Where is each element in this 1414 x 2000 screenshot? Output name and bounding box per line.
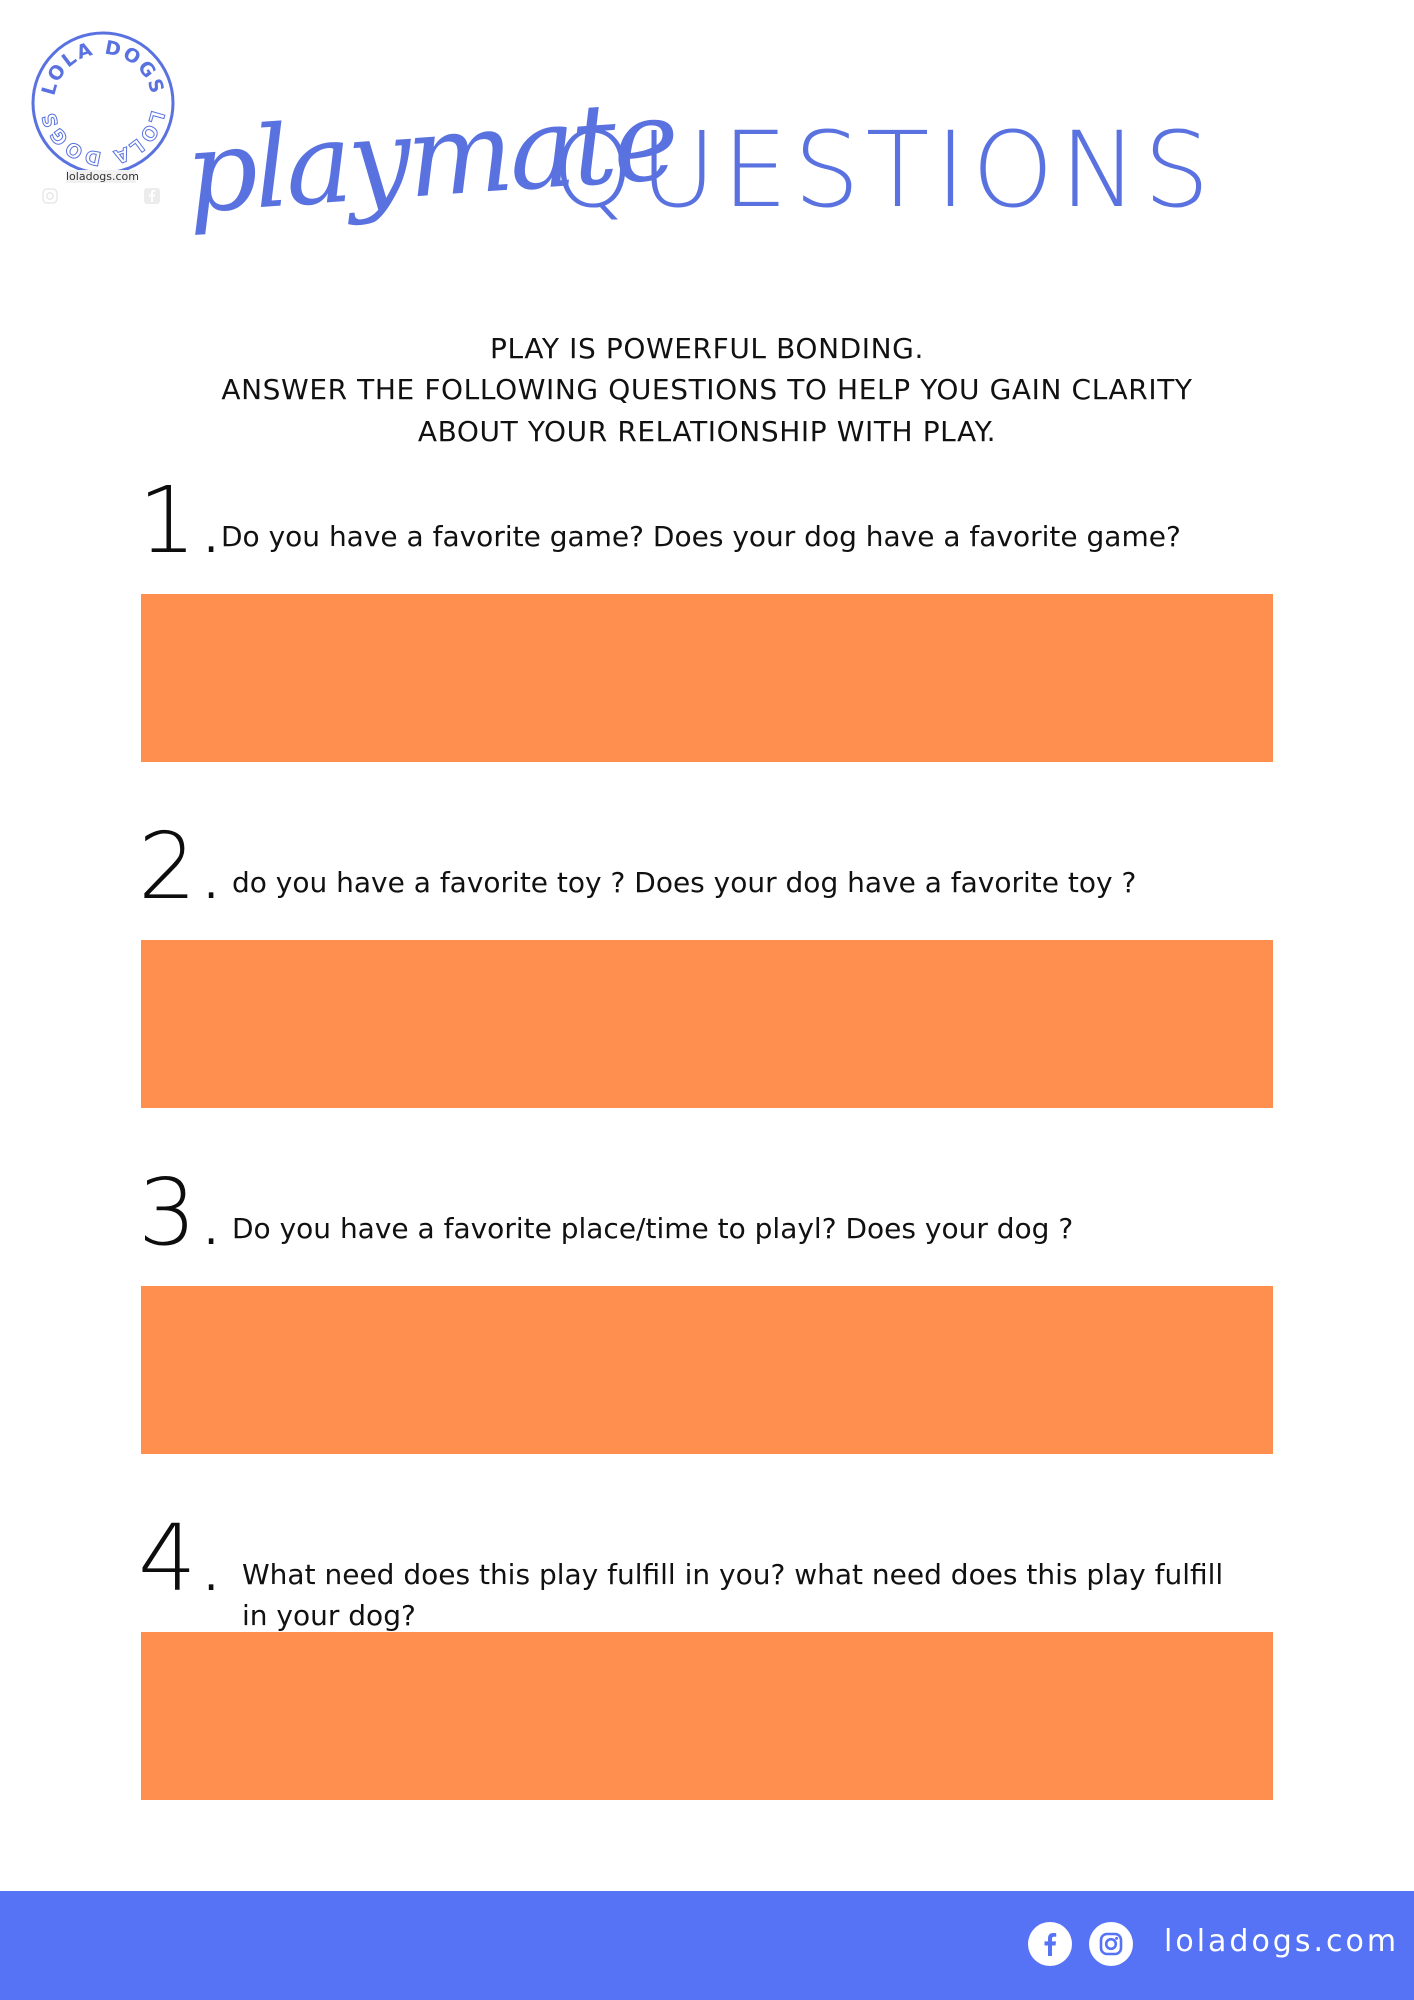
logo-ring-top-text: LOLA DOGS — [37, 36, 169, 98]
footer-website-link[interactable]: loladogs.com — [1164, 1924, 1400, 1959]
intro-line-3: ABOUT YOUR RELATIONSHIP WITH PLAY. — [417, 415, 997, 448]
instagram-icon[interactable] — [1089, 1922, 1133, 1966]
footer-bar — [0, 1891, 1414, 2000]
question-number-2: 2. — [138, 813, 226, 920]
question-text-3: Do you have a favorite place/time to playl? Does your dog ? — [232, 1212, 1074, 1245]
answer-box-1[interactable] — [141, 594, 1273, 762]
logo-instagram-icon — [40, 186, 60, 206]
logo-badge-icon — [30, 30, 176, 180]
answer-box-3[interactable] — [141, 1286, 1273, 1454]
logo-url: loladogs.com — [66, 170, 139, 183]
question-number-3: 3. — [138, 1159, 226, 1266]
intro-line-2: ANSWER THE FOLLOWING QUESTIONS TO HELP YOU GAIN CLARITY — [221, 373, 1193, 406]
logo-ring-bottom-text: LOLA DOGS — [37, 108, 169, 170]
question-text-4-line-2: in your dog? — [242, 1599, 416, 1632]
question-text-4-line-1: What need does this play fulfill in you? what need does this play fulfill — [242, 1558, 1224, 1591]
logo-facebook-icon — [142, 186, 162, 206]
answer-box-2[interactable] — [141, 940, 1273, 1108]
intro-line-1: PLAY IS POWERFUL BONDING. — [490, 332, 924, 365]
lola-dogs-logo — [30, 30, 176, 190]
page-title: QUESTIONS — [552, 109, 1216, 231]
answer-box-4[interactable] — [141, 1632, 1273, 1800]
question-text-2: do you have a favorite toy ? Does your dog have a favorite toy ? — [232, 866, 1137, 899]
question-number-4: 4. — [138, 1505, 226, 1612]
question-number-1: 1. — [138, 467, 226, 574]
question-text-1: Do you have a favorite game? Does your dog have a favorite game? — [221, 520, 1181, 553]
title-script-playmate: playmate — [181, 75, 680, 239]
facebook-icon[interactable] — [1028, 1922, 1072, 1966]
